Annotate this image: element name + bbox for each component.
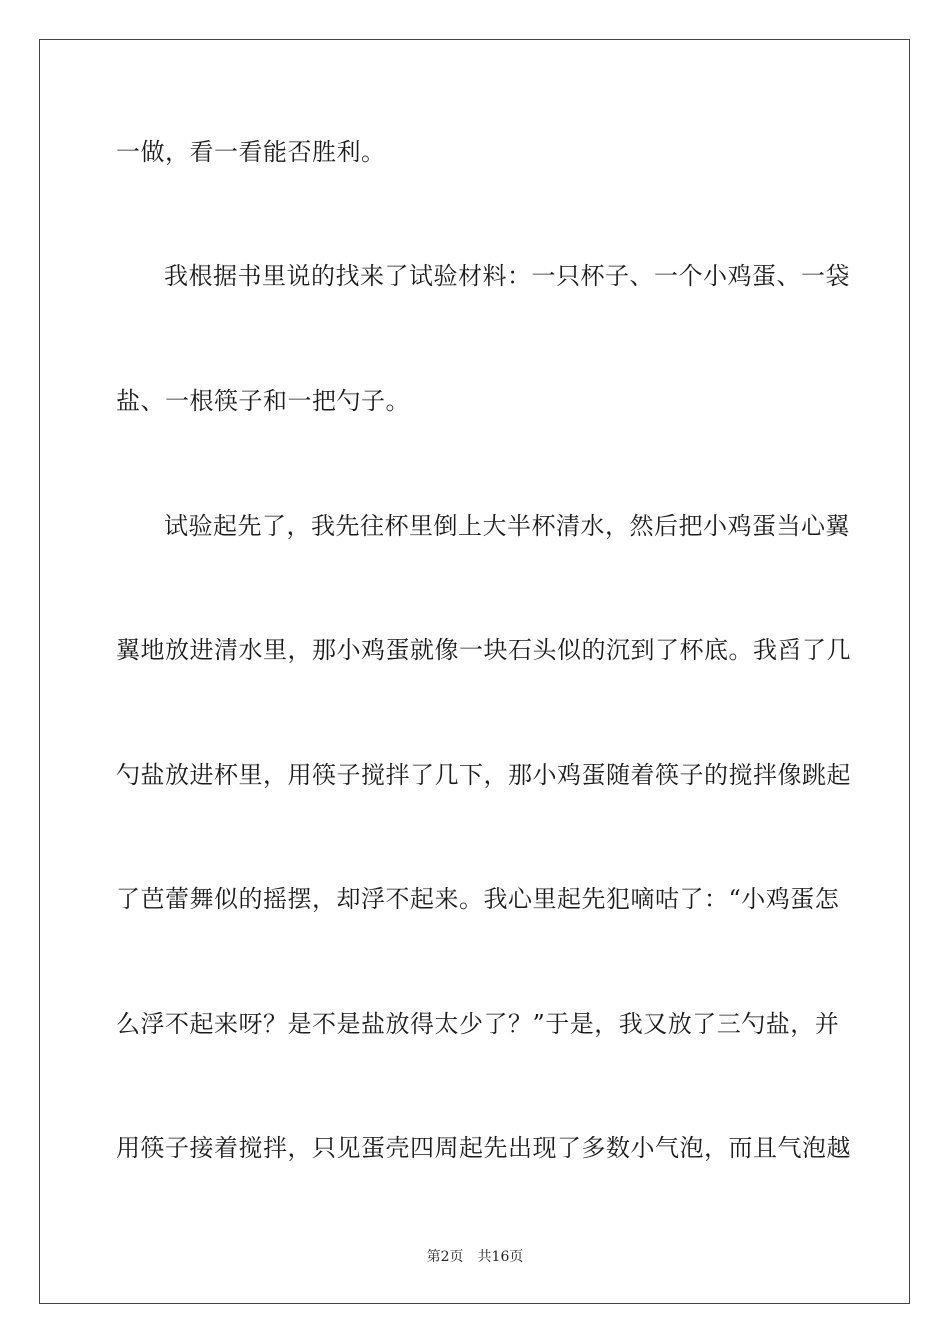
text-line-7: 了芭蕾舞似的摇摆，却浮不起来。我心里起先犯嘀咕了：“小鸡蛋怎 <box>116 885 840 913</box>
page-border <box>39 39 910 1304</box>
text-line-5: 翼地放进清水里，那小鸡蛋就像一块石头似的沉到了杯底。我舀了几 <box>116 636 851 664</box>
page-total: 共16页 <box>477 1249 524 1265</box>
text-line-6: 勺盐放进杯里，用筷子搅拌了几下，那小鸡蛋随着筷子的搅拌像跳起 <box>116 761 851 789</box>
paragraph-line-4: 试验起先了，我先往杯里倒上大半杯清水，然后把小鸡蛋当心翼 <box>164 512 850 540</box>
text-line-1: 一做，看一看能否胜利。 <box>116 138 386 166</box>
page-number: 第2页 <box>426 1249 464 1265</box>
paragraph-line-2: 我根据书里说的找来了试验材料：一只杯子、一个小鸡蛋、一袋 <box>164 262 850 290</box>
page-footer <box>0 1248 950 1266</box>
text-line-8: 么浮不起来呀？是不是盐放得太少了？”于是，我又放了三勺盐，并 <box>116 1010 840 1038</box>
text-line-3: 盐、一根筷子和一把勺子。 <box>116 387 410 415</box>
text-line-9: 用筷子接着搅拌，只见蛋壳四周起先出现了多数小气泡，而且气泡越 <box>116 1134 851 1162</box>
